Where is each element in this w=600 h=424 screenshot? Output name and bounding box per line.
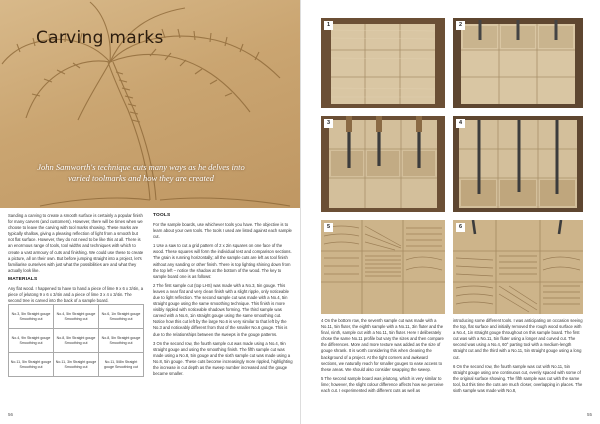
materials-heading: MATERIALS (8, 276, 38, 282)
table-cell: No.4, 5in Straight gouge Smoothing cut (54, 305, 99, 329)
table-row (9, 329, 144, 353)
photo-number-badge: 2 (456, 21, 465, 30)
step-photo-2 (453, 18, 583, 108)
table-cell: No.8, 5in Straight gouge Smoothing cut (54, 329, 99, 353)
hero-photo (0, 0, 300, 208)
right-page-column-1 (321, 318, 445, 397)
intro-paragraph: Sanding a carving to create a smooth surface is certainly a popular finish for many carvers (and customers). However, there will be times when we choose to leave the carving with tool marks showing. These marks are typically shallow, giving a pleasing reflection of light from a smooth but not flat surface. However, they do not need to be like this at all. There is an enormous range of tools, tool widths and techniques with which to create a vast armoury of cuts and finishing. We could use these to create a picture, all on their own. But before jumping straight into a project, let's familiarise ourselves with just what the possibilities are and what they actually look like. (8, 213, 144, 273)
step-photo-3 (321, 116, 445, 212)
step-photo-1 (321, 18, 445, 108)
step-photo-5 (321, 220, 445, 314)
table-cell: No.4, 9in Straight gouge Smoothing cut (9, 329, 54, 353)
page-number-right: 55 (586, 412, 592, 417)
table-row (9, 305, 144, 329)
step-photo-6 (453, 220, 583, 314)
step-6-text: 6 On the second row, the fourth sample was cut with No.11, 5in straight gouge using one continuous cut, evenly spaced with some of the original surface showing. The fifth sample was cut with the same tool, but this time the cuts are much closer, overlapping in places. The sixth sample was made with No.8, (453, 363, 583, 394)
step-5-text: 5 The second sample board was jelutong, which is very similar to lime; however, the slight colour difference affects how we perceive each cut. I experimented with different cuts as well as (321, 375, 444, 394)
step-2-text: 2 The first sample cut (top LHS) was made with a No.3, 5in gouge. This leaves a near flat and very clean finish with a slight ripple, only noticeable due to light reflection. The second sample cut was made with a No.4, 5in straight gouge using the same smoothing technique. This finish is more visibly rippled with noticeable shadows forming. The third sample was carved with a No.6, 1in straight gouge using the same smoothing cut. Notice how this cut left by the large No.6 is very similar to that left by the No.3 and noticeably different from that of the smaller No.6 gouge. This is due to the relationships between the sweeps in the gouge patterns. (153, 282, 289, 337)
table-row (9, 353, 144, 377)
article-title: Carving marks (36, 28, 164, 48)
photo-number-badge: 6 (456, 223, 465, 232)
table-cell: No.11, 3in Straight gouge Smoothing cut (54, 353, 99, 377)
table-cell: No.11, 5/8in Straight gouge Smoothing cut (99, 353, 144, 377)
photo-number-badge: 1 (324, 21, 333, 30)
right-column-left-page (153, 213, 293, 380)
right-page (300, 0, 600, 424)
table-cell: No.3, 5in Straight gouge Smoothing cut (9, 305, 54, 329)
table-cell: No.6, 1in Straight gouge Smoothing cut (99, 305, 144, 329)
step-1-text: 1 Use a saw to cut a grid pattern of 2 x 2in squares on one face of the wood. These squares will form the individual test and comparison sections. The grain is running horizontally; all the sample cuts are left as tool finish without any sanding or other finish. There is top lighting shining down from the top left – notice the shadow at the bottom of the wood. The key to sample board one is as follows: (153, 243, 292, 279)
step-3-text: 3 On the second row, the fourth sample cut was made using a No.4, 9in straight gouge and using the smoothing finish. The fifth sample cut was made using a No.8, 5in gouge and the sixth sample cut was made using a No.8, 5in gouge. These cuts become increasingly more rippled, highlighting the increase in cut depth as the sweep number increased and the gouge became smaller. (153, 340, 293, 377)
table-cell: No.8, 5in Straight gouge Smoothing cut (99, 329, 144, 353)
photo-number-badge: 4 (456, 119, 465, 128)
page-number-left: 56 (8, 412, 14, 417)
tools-heading: TOOLS (153, 213, 171, 218)
step-4-text: 4 On the bottom row, the seventh sample cut was made with a No.11, 5in fluter, the eighth sample with a No.11, 3in fluter and the final, ninth, sample cut with a No.11, 5in fluter. Here I deliberately chose the same No.11 profile but vary the sizes and then compare the differences. More and more texture was added as the size of gouge shrank. It is worth considering this when cleaning the background of a project. At the tight corners and awkward sections, we naturally reach for smaller gouges to ease access to these areas. We should also consider swapping the sweep. (321, 318, 444, 372)
photo-number-badge: 5 (324, 223, 333, 232)
materials-paragraph: Any flat wood. I happened to have to hand a piece of lime 9 x 6 x 3/4in, a piece of jelutong 9 x 6 x 3/4in and a piece of lime 3 x 4 x 3/4in. The second tree is carved into the back of a sample board. (8, 285, 144, 304)
article-standfirst: John Samworth's technique cuts many ways as he delves into varied toolmarks and how they are created (37, 162, 245, 184)
right-page-column-2 (453, 318, 583, 397)
sample-key-table (8, 304, 144, 377)
table-cell: No.11, 5in Straight gouge Smoothing cut (9, 353, 54, 377)
step-photo-4 (453, 116, 583, 212)
step-5-continued-text: introducing some different tools. I was anticipating on occasion seeing the top, flat surface and initially removed the rough wood surface with a No.4, 1in straight gouge throughout on this sample board. The first cut was with a No.11, 5in fluter using a longer and curved cut. The second was using a No.4, 60° parting tool with a medium-length straight cut and the third with a No.11, 5in straight gouge using a long cut. (453, 318, 583, 360)
photo-number-badge: 3 (324, 119, 333, 128)
left-column (8, 213, 144, 307)
tools-paragraph: For the sample boards, use whichever tools you have. The objective is to learn about your own tools. The tools I used are listed against each sample cut. (153, 221, 292, 240)
